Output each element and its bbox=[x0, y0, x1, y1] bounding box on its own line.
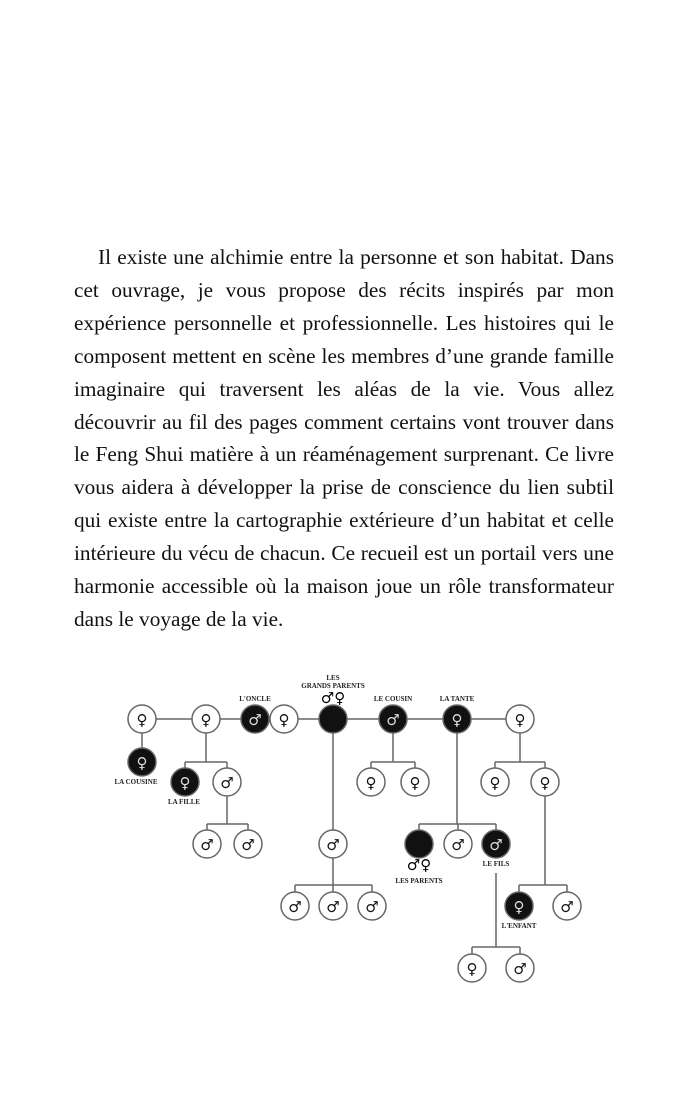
label-cousine: LA COUSINE bbox=[114, 778, 158, 786]
male-symbol-icon: ♂ bbox=[326, 836, 340, 854]
female-symbol-icon: ♀ bbox=[513, 898, 525, 916]
female-symbol-icon: ♀ bbox=[200, 711, 212, 729]
female-symbol-icon: ♀ bbox=[136, 754, 148, 772]
male-symbol-icon: ♂ bbox=[560, 898, 574, 916]
label-grands-parents: LES bbox=[326, 674, 340, 682]
couple-person-node bbox=[319, 705, 347, 733]
female-symbol-icon: ♀ bbox=[365, 774, 377, 792]
label-enfant: L'ENFANT bbox=[501, 922, 537, 930]
couple-person-node bbox=[405, 830, 433, 858]
male-symbol-icon: ♂ bbox=[365, 898, 379, 916]
female-symbol-icon: ♀ bbox=[278, 711, 290, 729]
male-symbol-icon: ♂ bbox=[489, 836, 503, 854]
label-tante: LA TANTE bbox=[439, 695, 475, 703]
female-symbol-icon: ♀ bbox=[489, 774, 501, 792]
male-symbol-icon: ♂ bbox=[451, 836, 465, 854]
female-symbol-icon: ♀ bbox=[539, 774, 551, 792]
male-symbol-icon: ♂ bbox=[220, 774, 234, 792]
paragraph-text: Il existe une alchimie entre la personne et son habitat. Dans cet ouvrage, je vous propose des récits inspirés par mon expérience personnelle et professionnelle. Les histoires qui le composent mettent en scène les membres d’une grande famille imaginaire qui traversent les aléas de la vie. Vous allez découvrir au fil des pages comment certains vont trouver dans le Feng Shui matière à un réaménagement surprenant. Ce livre vous aidera à développer la prise de conscience du lien subtil qui existe entre la cartographie extérieure d’un habitat et celle intérieure du vécu de chacun. Ce recueil est un portail vers une harmonie accessible où la maison joue un rôle transformateur dans le voyage de la vie. bbox=[74, 245, 614, 631]
female-symbol-icon: ♀ bbox=[136, 711, 148, 729]
couple-symbol-icon: ♂♀ bbox=[406, 856, 432, 874]
couple-symbol-icon: ♂♀ bbox=[320, 689, 346, 707]
female-symbol-icon: ♀ bbox=[409, 774, 421, 792]
label-fils: LE FILS bbox=[482, 860, 510, 868]
female-symbol-icon: ♀ bbox=[179, 774, 191, 792]
female-symbol-icon: ♀ bbox=[451, 711, 463, 729]
label-fille: LA FILLE bbox=[167, 798, 201, 806]
male-symbol-icon: ♂ bbox=[200, 836, 214, 854]
label-grands-parents-2: GRANDS PARENTS bbox=[301, 682, 365, 690]
male-symbol-icon: ♂ bbox=[248, 711, 262, 729]
female-symbol-icon: ♀ bbox=[466, 960, 478, 978]
label-oncle: L'ONCLE bbox=[239, 695, 271, 703]
male-symbol-icon: ♂ bbox=[288, 898, 302, 916]
label-cousin: LE COUSIN bbox=[373, 695, 413, 703]
label-parents: LES PARENTS bbox=[395, 877, 443, 885]
female-symbol-icon: ♀ bbox=[514, 711, 526, 729]
male-symbol-icon: ♂ bbox=[241, 836, 255, 854]
male-symbol-icon: ♂ bbox=[513, 960, 527, 978]
male-symbol-icon: ♂ bbox=[326, 898, 340, 916]
male-symbol-icon: ♂ bbox=[386, 711, 400, 729]
